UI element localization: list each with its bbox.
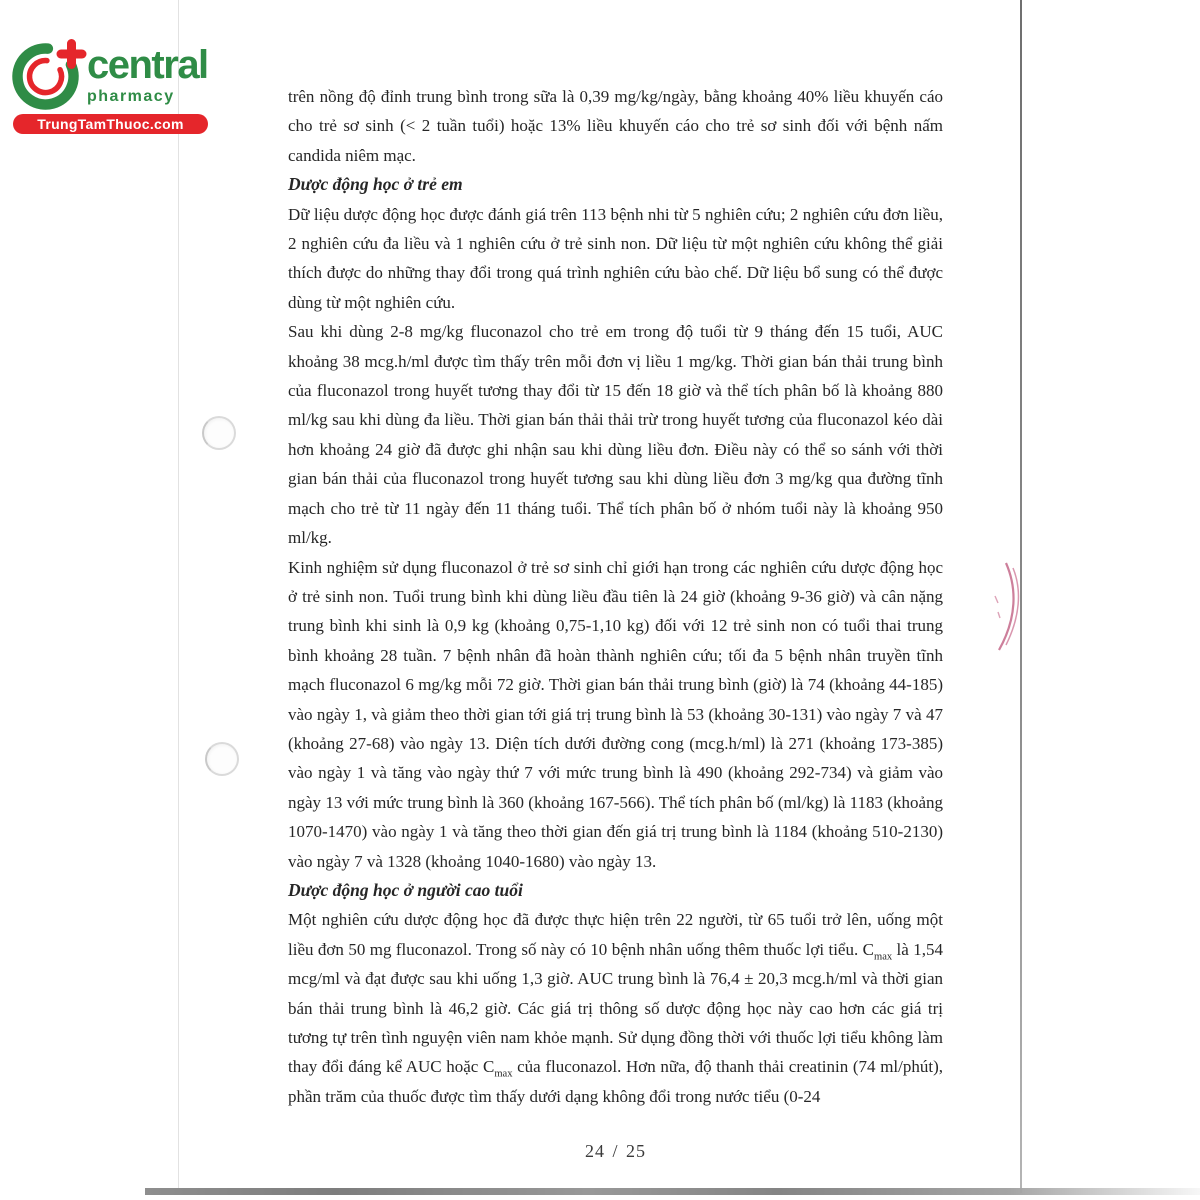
scan-bottom-edge: [145, 1188, 1200, 1195]
punch-hole-bottom: [205, 742, 239, 776]
central-pharmacy-c-plus-icon: [10, 35, 88, 113]
logo-text: [87, 45, 208, 106]
page-number: 24 / 25: [584, 1141, 646, 1161]
punch-hole-top: [202, 416, 236, 450]
central-pharmacy-logo: [10, 35, 225, 140]
paragraph-breast-milk: trên nồng độ đỉnh trung bình trong sữa là 0,39 mg/kg/ngày, bằng khoảng 40% liều khuyến cáo cho trẻ sơ sinh (< 2 tuần tuổi) hoặc 13% liều khuyến cáo cho trẻ sơ sinh đối với bệnh nấm candida niêm mạc.: [288, 87, 943, 165]
logo-brand-name: central: [87, 43, 208, 87]
document-text-block: [288, 82, 943, 1111]
logo-website-badge: TrungTamThuoc.com: [13, 114, 208, 134]
paragraph-neonates-study: Kinh nghiệm sử dụng fluconazol ở trẻ sơ sinh chỉ giới hạn trong các nghiên cứu dược động học ở trẻ sinh non. Tuổi trung bình khi dùng liều đầu tiên là 24 giờ (khoảng 9-36 giờ) và cân nặng trung bình khi sinh là 0,9 kg (khoảng 0,75-1,10 kg) đối với 12 trẻ sinh non có tuổi thai trung bình khoảng 28 tuần. 7 bệnh nhân đã hoàn thành nghiên cứu; tối đa 5 bệnh nhân truyền tĩnh mạch fluconazol 6 mg/kg mỗi 72 giờ. Thời gian bán thải trung bình (giờ) là 74 (khoảng 44-185) vào ngày 1, và giảm theo thời gian tới giá trị trung bình là 53 (khoảng 30-131) vào ngày 7 và 47 (khoảng 27-68) vào ngày 13. Diện tích dưới đường cong (mcg.h/ml) là 271 (khoảng 173-385) vào ngày 1 và tăng vào ngày thứ 7 với mức trung bình là 490 (khoảng 292-734) và giảm vào ngày 13 với mức trung bình là 360 (khoảng 167-566). Thể tích phân bố (ml/kg) là 1183 (khoảng 1070-1470) vào ngày 1 và tăng theo thời gian đến giá trị trung bình là 1184 (khoảng 510-2130) vào ngày 7 và 1328 (khoảng 1040-1680) vào ngày 13.: [288, 557, 943, 871]
page-left-edge-line: [178, 0, 179, 1188]
paragraph-elderly-study: Một nghiên cứu dược động học đã được thực hiện trên 22 người, từ 65 tuổi trở lên, uống một liều đơn 50 mg fluconazol. Trong số này có 10 bệnh nhân uống thêm thuốc lợi tiểu. $C_{max}$ là 1,54 mcg/ml và đạt được sau khi uống 1,3 giờ. AUC trung bình là 76,4 ± 20,3 mcg.h/ml và thời gian bán thải trung bình là 46,2 giờ. Các giá trị thông số dược động học này cao hơn các giá trị tương tự trên tình nguyện viên nam khỏe mạnh. Sử dụng đồng thời với thuốc lợi tiểu không làm thay đổi đáng kể AUC hoặc $C_{max}$ của fluconazol. Hơn nữa, độ thanh thải creatinin (74 ml/phút), phần trăm của thuốc được tìm thấy dưới dạng không đổi trong nước tiểu (0-24: [288, 910, 943, 1106]
paragraph-pediatric-pk-values: Sau khi dùng 2-8 mg/kg fluconazol cho trẻ em trong độ tuổi từ 9 tháng đến 15 tuổi, AUC khoảng 38 mcg.h/ml được tìm thấy trên mỗi đơn vị liều 1 mg/kg. Thời gian bán thải trung bình của fluconazol trong huyết tương thay đổi từ 15 đến 18 giờ và thể tích phân bố là khoảng 880 ml/kg sau khi dùng đa liều. Thời gian bán thải thải trừ trong huyết tương của fluconazol kéo dài hơn khoảng 24 giờ đã được ghi nhận sau khi dùng liều đơn. Điều này có thể so sánh với thời gian bán thải của fluconazol trong huyết tương sau khi dùng liều đơn 3 mg/kg qua đường tĩnh mạch cho trẻ từ 11 ngày đến 11 tháng tuổi. Thể tích phân bố ở nhóm tuổi này là khoảng 950 ml/kg.: [288, 322, 943, 548]
paragraph-pediatric-overview: Dữ liệu dược động học được đánh giá trên 113 bệnh nhi từ 5 nghiên cứu; 2 nghiên cứu đơn liều, 2 nghiên cứu đa liều và 1 nghiên cứu ở trẻ sinh non. Dữ liệu từ một nghiên cứu không thể giải thích được do những thay đổi trong quá trình nghiên cứu bào chế. Dữ liệu bổ sung có thể được dùng từ một nghiên cứu.: [288, 204, 943, 312]
logo-pharmacy-label: pharmacy: [87, 88, 175, 105]
pink-pen-mark: [986, 560, 1034, 656]
heading-elderly-pharmacokinetics: Dược động học ở người cao tuổi: [288, 879, 523, 900]
heading-pediatric-pharmacokinetics: Dược động học ở trẻ em: [288, 174, 463, 195]
